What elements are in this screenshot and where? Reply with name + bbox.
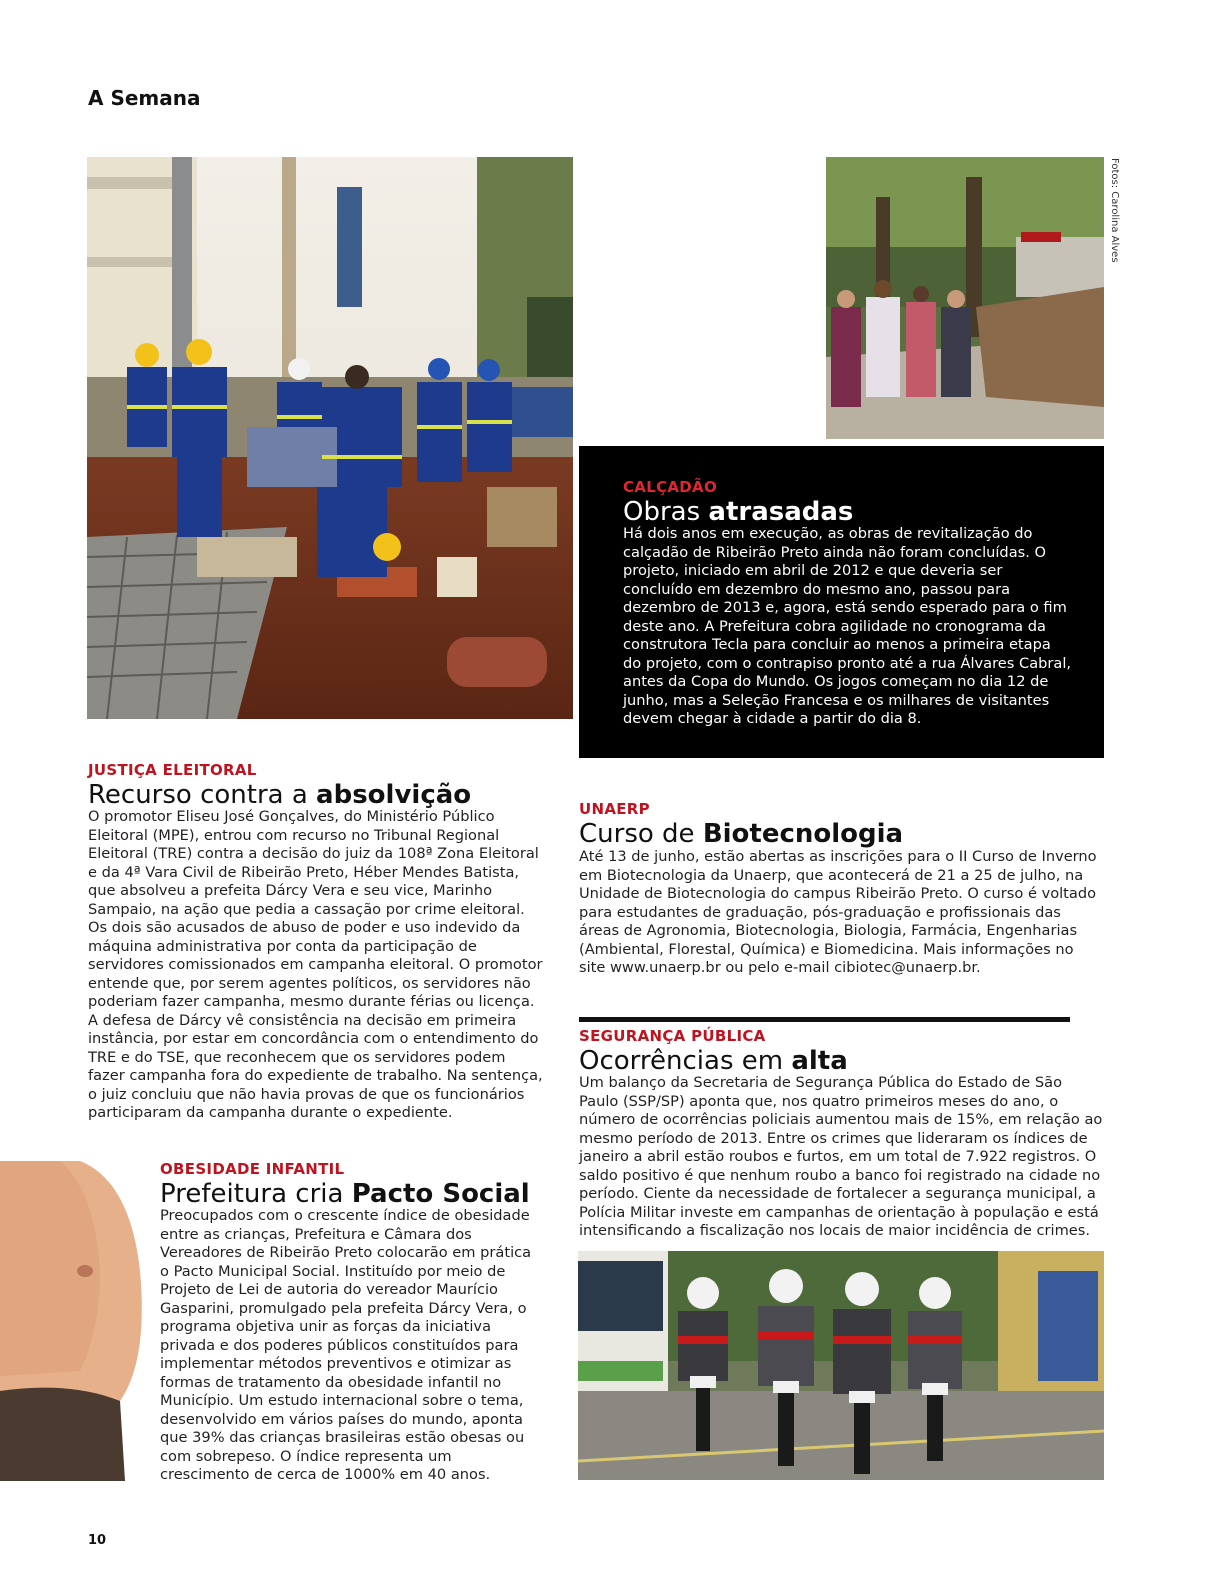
calcadao-article-box (579, 446, 1104, 758)
obesidade-kicker: OBESIDADE INFANTIL (160, 1160, 345, 1178)
police-motorcycles-photo (578, 1251, 1104, 1480)
unaerp-headline: Curso de Biotecnologia (579, 819, 904, 849)
unaerp-kicker: UNAERP (579, 800, 650, 818)
section-divider (579, 1017, 1070, 1022)
seguranca-body: Um balanço da Secretaria de Segurança Pública do Estado de São Paulo (SSP/SP) aponta que, nos quatro primeiros meses do ano, o número de ocorrências policiais aumentou mais de 15%, em relação ao mesmo período de 2013. Entre os crimes que lideraram os índices de janeiro a abril estão roubos e furtos, em um total de 7.922 registros. O saldo positivo é que nenhum roubo a banco foi registrado na cidade no período. Ciente da necessidade de fortalecer a segurança municipal, a Polícia Militar investe em campanhas de orientação à população e está intensificando a fiscalização nos locais de maior incidência de crimes. (579, 1074, 1103, 1239)
photo-credit: Fotos: Carolina Alves (1109, 158, 1120, 263)
unaerp-body: Até 13 de junho, estão abertas as inscrições para o II Curso de Inverno em Biotecnologia da Unaerp, que acontecerá de 21 a 25 de julho, na Unidade de Biotecnologia do campus Ribeirão Preto. O curso é voltado para estudantes de graduação, pós-graduação e profissionais das áreas de Agronomia, Biotecnologia, Biologia, Farmácia, Engenharias (Ambiental, Florestal, Química) e Biomedicina. Mais informações no site www.unaerp.br ou pelo e-mail cibiotec@unaerp.br. (579, 848, 1097, 976)
child-torso-photo (0, 1161, 150, 1481)
page-number: 10 (88, 1533, 107, 1548)
construction-workers-photo (87, 157, 573, 719)
obesidade-body: Preocupados com o crescente índice de obesidade entre as crianças, Prefeitura e Câmara dos Vereadores de Ribeirão Preto colocarão em prática o Pacto Municipal Social. Instituído por meio de Projeto de Lei de autoria do vereador Maurício Gasparini, promulgado pela prefeita Dárcy Vera, o programa objetiva unir as forças da iniciativa privada e dos poderes públicos constituídos para implementar métodos preventivos e otimizar as formas de tratamento da obesidade infantil no Município. Um estudo internacional sobre o tema, desenvolvido em vários países do mundo, aponta que 39% das crianças brasileiras estão obesas ou com sobrepeso. O índice representa um crescimento de cerca de 1000% em 40 anos. (160, 1207, 532, 1483)
justica-body: O promotor Eliseu José Gonçalves, do Ministério Público Eleitoral (MPE), entrou com recurso no Tribunal Regional Eleitoral (TRE) contra a decisão do juiz da 108ª Zona Eleitoral e da 4ª Vara Civil de Ribeirão Preto, Héber Mendes Batista, que absolveu a prefeita Dárcy Vera e seu vice, Marinho Sampaio, na ação que pedia a cassação por crime eleitoral. Os dois são acusados de abuso de poder e uso indevido da máquina administrativa por conta da participação de servidores comissionados em campanha eleitoral. O promotor entende que, por serem agentes políticos, os servidores não poderiam fazer campanha, mesmo durante férias ou licença. A defesa de Dárcy vê consistência na decisão em primeira instância, por estar em concordância com o entendimento do TRE e do TSE, que reconhecem que os servidores podem fazer campanha fora do expediente de trabalho. Na sentença, o juiz concluiu que não havia provas de que os funcionários participaram da campanha durante o expediente. (88, 808, 543, 1121)
calcadao-body: Há dois anos em execução, as obras de revitalização do calçadão de Ribeirão Preto ainda não foram concluídas. O projeto, iniciado em abril de 2012 e que deveria ser concluído em dezembro do mesmo ano, passou para dezembro de 2013 e, agora, está sendo esperado para o fim deste ano. A Prefeitura cobra agilidade no cronograma da construtora Tecla para concluir ao menos a primeira etapa do projeto, com o contrapiso pronto até a rua Álvares Cabral, antes da Copa do Mundo. Os jogos começam no dia 12 de junho, mas a Seleção Francesa e os milhares de visitantes devem chegar à cidade a partir do dia 8. (623, 525, 1072, 727)
justica-headline: Recurso contra a absolvição (88, 780, 472, 810)
seguranca-kicker: SEGURANÇA PÚBLICA (579, 1027, 766, 1045)
calcadao-kicker: CALÇADÃO (623, 478, 718, 496)
calcadao-headline: Obras atrasadas (623, 497, 854, 527)
pedestrians-calcadao-photo (826, 157, 1104, 439)
section-title: A Semana (88, 86, 201, 110)
seguranca-headline: Ocorrências em alta (579, 1046, 848, 1076)
obesidade-headline: Prefeitura cria Pacto Social (160, 1179, 530, 1209)
justica-kicker: JUSTIÇA ELEITORAL (88, 761, 257, 779)
